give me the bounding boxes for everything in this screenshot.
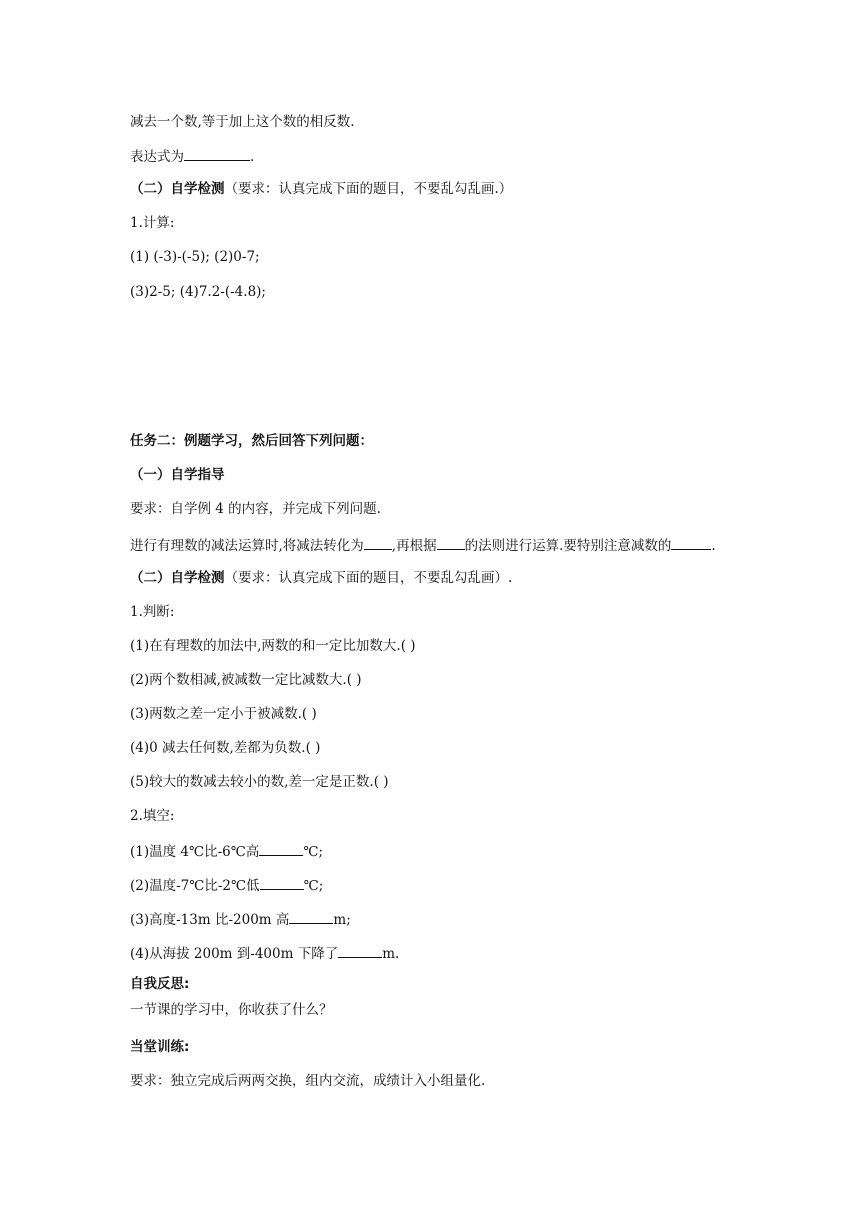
fill-item-unit: ℃; bbox=[303, 844, 324, 860]
self-check-title-2: （二）自学检测 bbox=[130, 570, 225, 586]
fill-item-text: (2)温度-7℃比-2℃低 bbox=[130, 878, 260, 894]
judge-label: 1.判断: bbox=[130, 604, 175, 620]
fill-item bbox=[130, 909, 351, 929]
fill-blank-2[interactable] bbox=[437, 535, 465, 550]
practice-text: 要求：独立完成后两两交换，组内交流，成绩计入小组量化. bbox=[130, 1073, 486, 1089]
fill-item-text: (1)温度 4℃比-6℃高 bbox=[130, 844, 260, 860]
judge-item: (5)较大的数减去较小的数,差一定是正数.( ) bbox=[130, 774, 389, 790]
guide-heading: （一）自学指导 bbox=[130, 467, 225, 483]
fill-item-text: (3)高度-13m 比-200m 高 bbox=[130, 912, 290, 928]
fill-sentence-part-b: ,再根据 bbox=[391, 538, 437, 554]
calc-line-2: (3)2-5; (4)7.2-(-4.8); bbox=[130, 284, 266, 300]
guide-requirement: 要求：自学例 4 的内容，并完成下列问题. bbox=[130, 501, 381, 517]
fill-sentence bbox=[130, 535, 716, 555]
expression-blank[interactable] bbox=[184, 146, 250, 161]
calc-line-1: (1) (-3)-(-5); (2)0-7; bbox=[130, 249, 260, 265]
self-check-requirement-2: （要求：认真完成下面的题目，不要乱勾乱画）. bbox=[224, 570, 513, 586]
judge-item: (4)0 减去任何数,差都为负数.( ) bbox=[130, 740, 321, 756]
fill-blank-3[interactable] bbox=[671, 535, 711, 550]
judge-item: (3)两数之差一定小于被减数.( ) bbox=[130, 706, 317, 722]
practice-heading: 当堂训练: bbox=[130, 1039, 190, 1055]
fill-item-blank[interactable] bbox=[338, 943, 382, 958]
fill-item-blank[interactable] bbox=[260, 875, 304, 890]
judge-item: (2)两个数相减,被减数一定比减数大.( ) bbox=[130, 672, 362, 688]
fill-item bbox=[130, 875, 323, 895]
subtraction-rule: 减去一个数,等于加上这个数的相反数. bbox=[130, 114, 355, 130]
task2-title: 任务二：例题学习，然后回答下列问题： bbox=[130, 433, 373, 449]
expression-line bbox=[130, 146, 254, 166]
fill-item-text: (4)从海拔 200m 到-400m 下降了 bbox=[130, 946, 339, 962]
fill-label: 2.填空: bbox=[130, 808, 175, 824]
self-check-requirement: （要求：认真完成下面的题目，不要乱勾乱画.） bbox=[224, 181, 513, 197]
fill-item-unit: ℃; bbox=[303, 878, 324, 894]
self-check-heading-2 bbox=[130, 569, 512, 587]
expression-prefix: 表达式为 bbox=[130, 149, 184, 165]
fill-item bbox=[130, 841, 323, 861]
fill-item bbox=[130, 943, 399, 963]
self-check-heading-1 bbox=[130, 180, 512, 198]
fill-item-blank[interactable] bbox=[289, 909, 333, 924]
judge-item: (1)在有理数的加法中,两数的和一定比加数大.( ) bbox=[130, 638, 416, 654]
reflection-heading: 自我反思: bbox=[130, 976, 190, 992]
calc-label: 1.计算: bbox=[130, 215, 175, 231]
expression-suffix: . bbox=[250, 149, 255, 165]
fill-sentence-part-a: 进行有理数的减法运算时,将减法转化为 bbox=[130, 538, 364, 554]
self-check-title: （二）自学检测 bbox=[130, 181, 225, 197]
fill-item-unit: m. bbox=[382, 946, 400, 962]
fill-sentence-part-d: . bbox=[711, 538, 716, 554]
fill-item-blank[interactable] bbox=[259, 841, 303, 856]
fill-item-unit: m; bbox=[333, 912, 351, 928]
fill-sentence-part-c: 的法则进行运算.要特别注意减数的 bbox=[464, 538, 672, 554]
fill-blank-1[interactable] bbox=[364, 535, 392, 550]
reflection-text: 一节课的学习中，你收获了什么？ bbox=[130, 1002, 333, 1018]
